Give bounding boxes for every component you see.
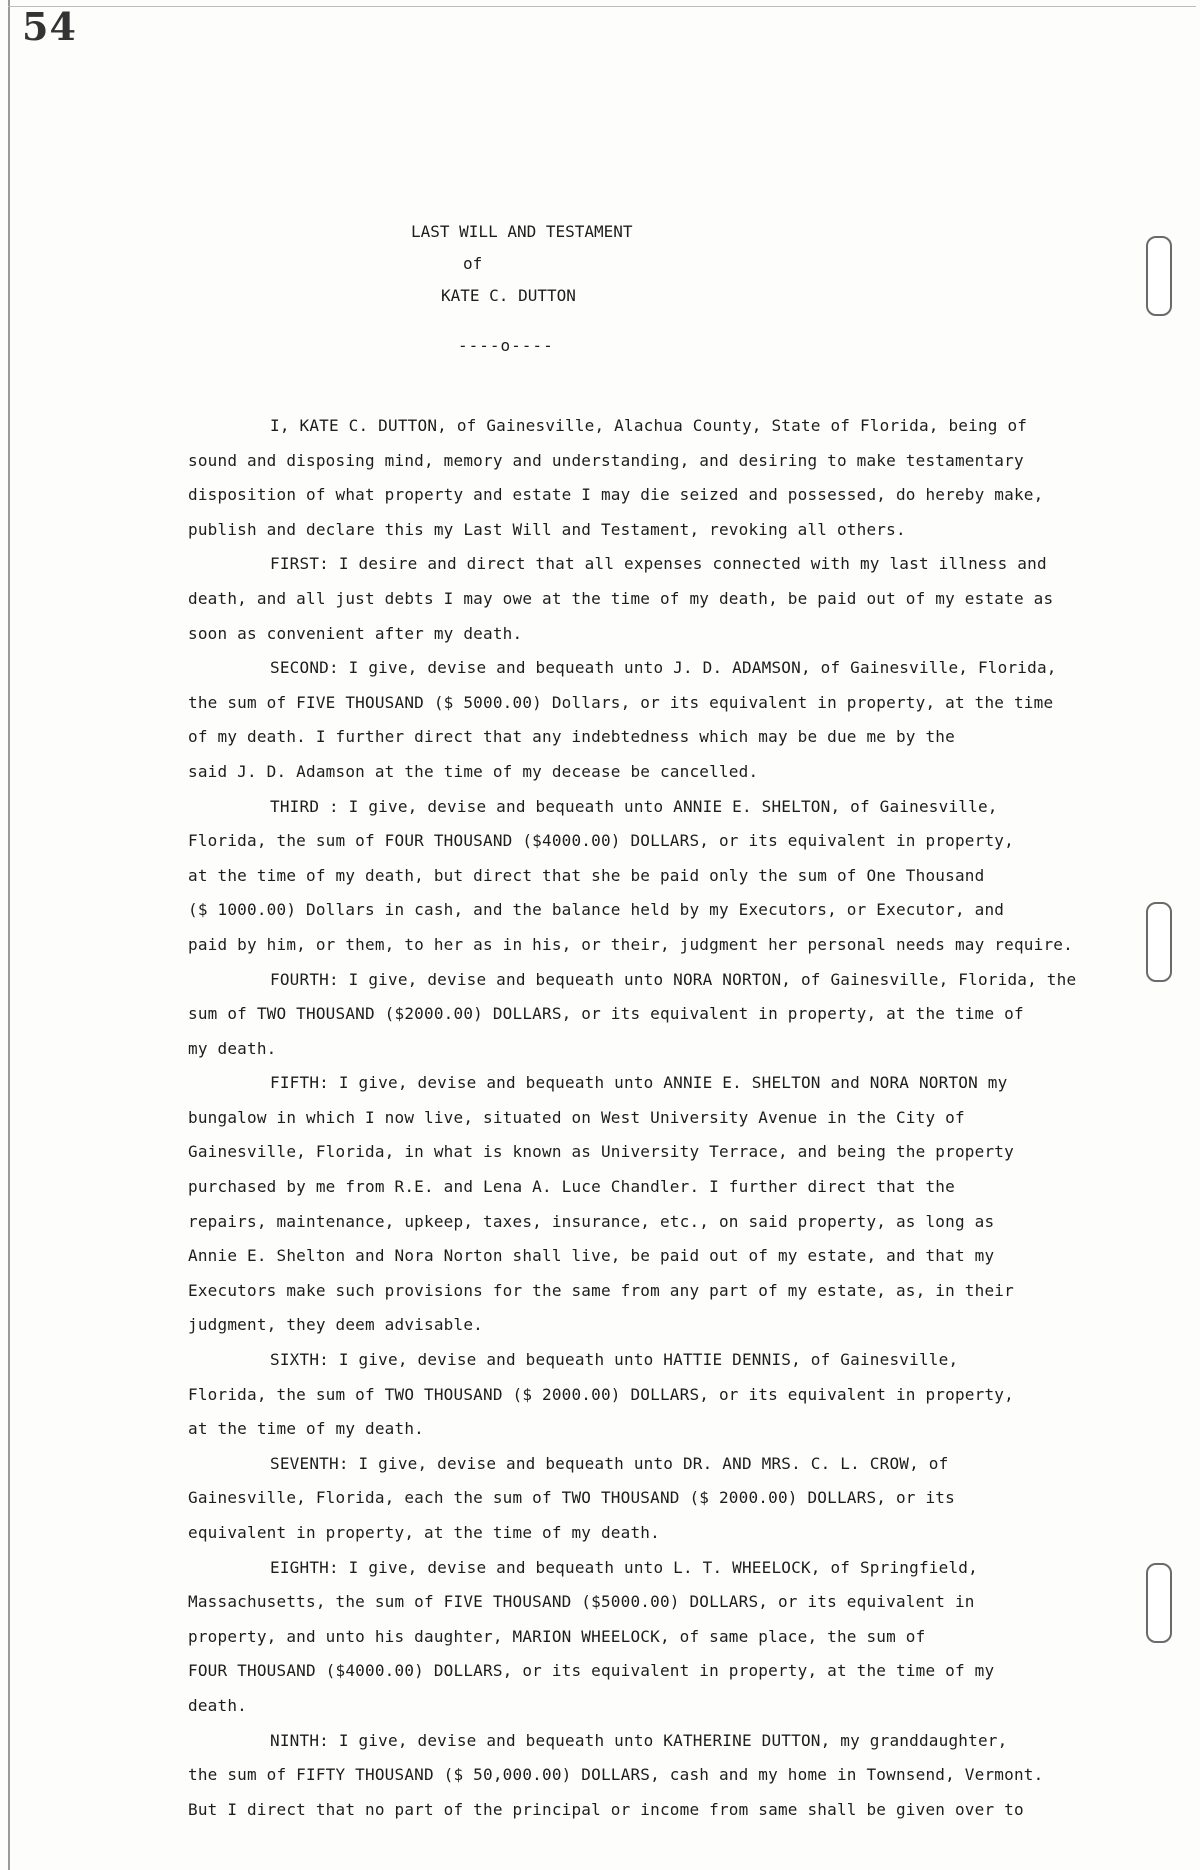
text-line: FIFTH: I give, devise and bequeath unto ANNIE E. SHELTON and NORA NORTON my xyxy=(270,1073,1008,1093)
text-line: I, KATE C. DUTTON, of Gainesville, Alachua County, State of Florida, being of xyxy=(270,416,1028,435)
text-line: Executors make such provisions for the same from any part of my estate, as, in their xyxy=(188,1280,1014,1300)
binder-hole-icon xyxy=(1146,1563,1172,1643)
text-line: EIGHTH: I give, devise and bequeath unto L. T. WHEELOCK, of Springfield, xyxy=(270,1557,978,1577)
text-line: Florida, the sum of TWO THOUSAND ($ 2000.00) DOLLARS, or its equivalent in property, xyxy=(188,1384,1014,1404)
text-line: But I direct that no part of the principal or income from same shall be given over to xyxy=(188,1799,1024,1819)
text-line: purchased by me from R.E. and Lena A. Luce Chandler. I further direct that the xyxy=(188,1177,955,1197)
will-title-block xyxy=(411,216,633,362)
title-line-2: of xyxy=(463,254,483,273)
text-line: SECOND: I give, devise and bequeath unto J. D. ADAMSON, of Gainesville, Florida, xyxy=(270,658,1057,678)
text-line: SIXTH: I give, devise and bequeath unto HATTIE DENNIS, of Gainesville, xyxy=(270,1350,959,1370)
text-line: at the time of my death, but direct that she be paid only the sum of One Thousand xyxy=(188,865,985,885)
text-line: Florida, the sum of FOUR THOUSAND ($4000.00) DOLLARS, or its equivalent in property, xyxy=(188,831,1014,851)
text-line: repairs, maintenance, upkeep, taxes, insurance, etc., on said property, as long as xyxy=(188,1211,995,1231)
text-line: death, and all just debts I may owe at the time of my death, be paid out of my estate as xyxy=(188,588,1054,608)
text-line: Massachusetts, the sum of FIVE THOUSAND ($5000.00) DOLLARS, or its equivalent in xyxy=(188,1592,975,1612)
text-line: Annie E. Shelton and Nora Norton shall live, be paid out of my estate, and that my xyxy=(188,1246,995,1266)
text-line: judgment, they deem advisable. xyxy=(188,1315,483,1335)
text-line: death. xyxy=(188,1695,247,1715)
text-line: FOURTH: I give, devise and bequeath unto NORA NORTON, of Gainesville, Florida, the xyxy=(270,969,1077,989)
text-line: at the time of my death. xyxy=(188,1419,424,1439)
text-line: FOUR THOUSAND ($4000.00) DOLLARS, or its equivalent in property, at the time of my xyxy=(188,1661,995,1681)
text-line: the sum of FIVE THOUSAND ($ 5000.00) Dollars, or its equivalent in property, at the time xyxy=(188,692,1054,712)
text-line: soon as convenient after my death. xyxy=(188,623,523,643)
page-left-edge xyxy=(8,0,10,1870)
text-line: FIRST: I desire and direct that all expenses connected with my last illness and xyxy=(270,554,1047,574)
page-number: 54 xyxy=(22,4,77,49)
text-line: said J. D. Adamson at the time of my decease be cancelled. xyxy=(188,761,759,781)
text-line: publish and declare this my Last Will and Testament, revoking all others. xyxy=(188,519,906,539)
title-line-3: KATE C. DUTTON xyxy=(441,286,576,305)
text-line: ($ 1000.00) Dollars in cash, and the balance held by my Executors, or Executor, and xyxy=(188,900,1005,920)
text-line: bungalow in which I now live, situated on West University Avenue in the City of xyxy=(188,1107,965,1127)
text-line: the sum of FIFTY THOUSAND ($ 50,000.00) DOLLARS, cash and my home in Townsend, Vermont. xyxy=(188,1765,1044,1785)
text-line: Gainesville, Florida, each the sum of TWO THOUSAND ($ 2000.00) DOLLARS, or its xyxy=(188,1488,955,1508)
text-line: sum of TWO THOUSAND ($2000.00) DOLLARS, or its equivalent in property, at the time of xyxy=(188,1004,1024,1024)
text-line: paid by him, or them, to her as in his, or their, judgment her personal needs may require. xyxy=(188,934,1073,954)
title-line-1: LAST WILL AND TESTAMENT xyxy=(411,222,633,241)
binder-hole-icon xyxy=(1146,902,1172,982)
text-line: THIRD : I give, devise and bequeath unto ANNIE E. SHELTON, of Gainesville, xyxy=(270,796,998,816)
text-line: sound and disposing mind, memory and understanding, and desiring to make testamentary xyxy=(188,450,1024,470)
page-top-edge xyxy=(8,6,1196,7)
binder-hole-icon xyxy=(1146,236,1172,316)
text-line: disposition of what property and estate I may die seized and possessed, do hereby make, xyxy=(188,485,1044,505)
will-body-text xyxy=(188,409,1088,1827)
text-line: NINTH: I give, devise and bequeath unto KATHERINE DUTTON, my granddaughter, xyxy=(270,1730,1008,1750)
title-separator: ----o---- xyxy=(458,336,554,355)
text-line: my death. xyxy=(188,1038,277,1058)
text-line: of my death. I further direct that any indebtedness which may be due me by the xyxy=(188,727,955,747)
text-line: property, and unto his daughter, MARION WHEELOCK, of same place, the sum of xyxy=(188,1626,926,1646)
text-line: SEVENTH: I give, devise and bequeath unto DR. AND MRS. C. L. CROW, of xyxy=(270,1453,949,1473)
text-line: equivalent in property, at the time of my death. xyxy=(188,1523,660,1542)
text-line: Gainesville, Florida, in what is known as University Terrace, and being the property xyxy=(188,1142,1014,1162)
